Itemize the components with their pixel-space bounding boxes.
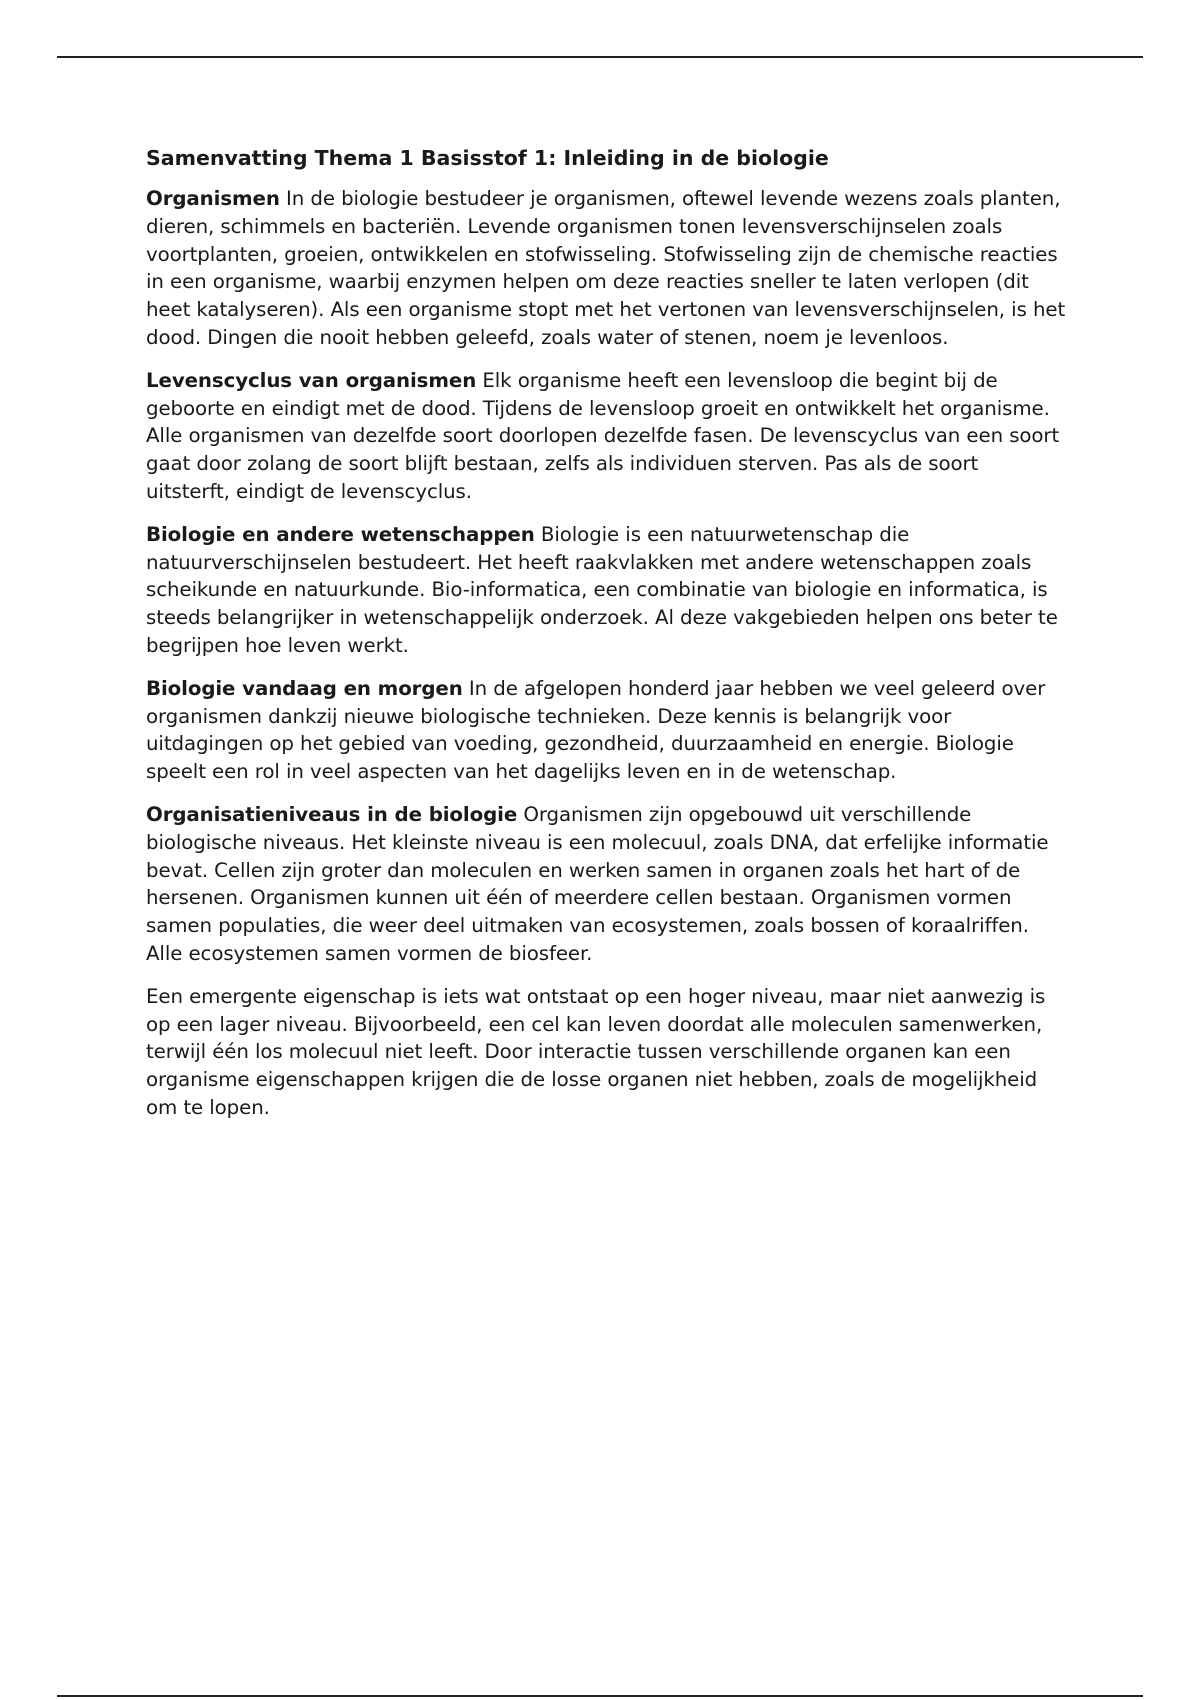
section-organismen xyxy=(146,185,1066,352)
section-text: Organismen zijn opgebouwd uit verschillende biologische niveaus. Het kleinste niveau is een molecuul, zoals DNA, dat erfelijke informatie bevat. Cellen zijn groter dan moleculen en werken samen in organen zoals het hart of de hersenen. Organismen kunnen uit één of meerdere cellen bestaan. Organismen vormen samen populaties, die weer deel uitmaken van ecosystemen, zoals bossen of koraalriffen. Alle ecosystemen samen vormen de biosfeer. xyxy=(146,802,1049,965)
document-title: Samenvatting Thema 1 Basisstof 1: Inleiding in de biologie xyxy=(146,146,829,170)
section-text: Elk organisme heeft een levensloop die begint bij de geboorte en eindigt met de dood. Tijdens de levensloop groeit en ontwikkelt het organisme. Alle organismen van dezelfde soort doorlopen dezelfde fasen. De levenscyclus van een soort gaat door zolang de soort blijft bestaan, zelfs als individuen sterven. Pas als de soort uitsterft, eindigt de levenscyclus. xyxy=(146,368,1060,503)
section-heading: Organisatieniveaus in de biologie xyxy=(146,802,518,826)
section-text: In de biologie bestudeer je organismen, oftewel levende wezens zoals planten, dieren, schimmels en bacteriën. Levende organismen tonen levensverschijnselen zoals voortplanten, groeien, ontwikkelen en stofwisseling. Stofwisseling zijn de chemische reacties in een organisme, waarbij enzymen helpen om deze reacties sneller te laten verlopen (dit heet katalyseren). Als een organisme stopt met het vertonen van levensverschijnselen, is het dood. Dingen die nooit hebben geleefd, zoals water of stenen, noem je levenloos. xyxy=(146,187,1066,349)
section-heading: Levenscyclus van organismen xyxy=(146,368,477,392)
closing-paragraph: Een emergente eigenschap is iets wat ontstaat op een hoger niveau, maar niet aanwezig is op een lager niveau. Bijvoorbeeld, een cel kan leven doordat alle moleculen samenwerken, terwijl één los molecuul niet leeft. Door interactie tussen verschillende organen kan een organisme eigenschappen krijgen die de losse organen niet hebben, zoals de mogelijkheid om te lopen. xyxy=(146,984,1046,1119)
header-rule xyxy=(57,56,1143,58)
section-heading: Biologie en andere wetenschappen xyxy=(146,522,535,546)
section-heading: Organismen xyxy=(146,187,280,210)
document-body xyxy=(146,144,1066,1137)
section-organisatieniveaus xyxy=(146,801,1066,968)
section-text: In de afgelopen honderd jaar hebben we veel geleerd over organismen dankzij nieuwe biologische technieken. Deze kennis is belangrijk voor uitdagingen op het gebied van voeding, gezondheid, duurzaamheid en energie. Biologie speelt een rol in veel aspecten van het dagelijks leven en in de wetenschap. xyxy=(146,676,1046,784)
section-levenscyclus xyxy=(146,367,1066,506)
footer-rule xyxy=(57,1695,1143,1697)
section-text: Biologie is een natuurwetenschap die natuurverschijnselen bestudeert. Het heeft raakvlakken met andere wetenschappen zoals scheikunde en natuurkunde. Bio-informatica, een combinatie van biologie en informatica, is steeds belangrijker in wetenschappelijk onderzoek. Al deze vakgebieden helpen ons beter te begrijpen hoe leven werkt. xyxy=(146,522,1058,657)
section-andere-wetenschappen xyxy=(146,521,1066,660)
section-heading: Biologie vandaag en morgen xyxy=(146,676,463,700)
section-vandaag-en-morgen xyxy=(146,675,1066,786)
